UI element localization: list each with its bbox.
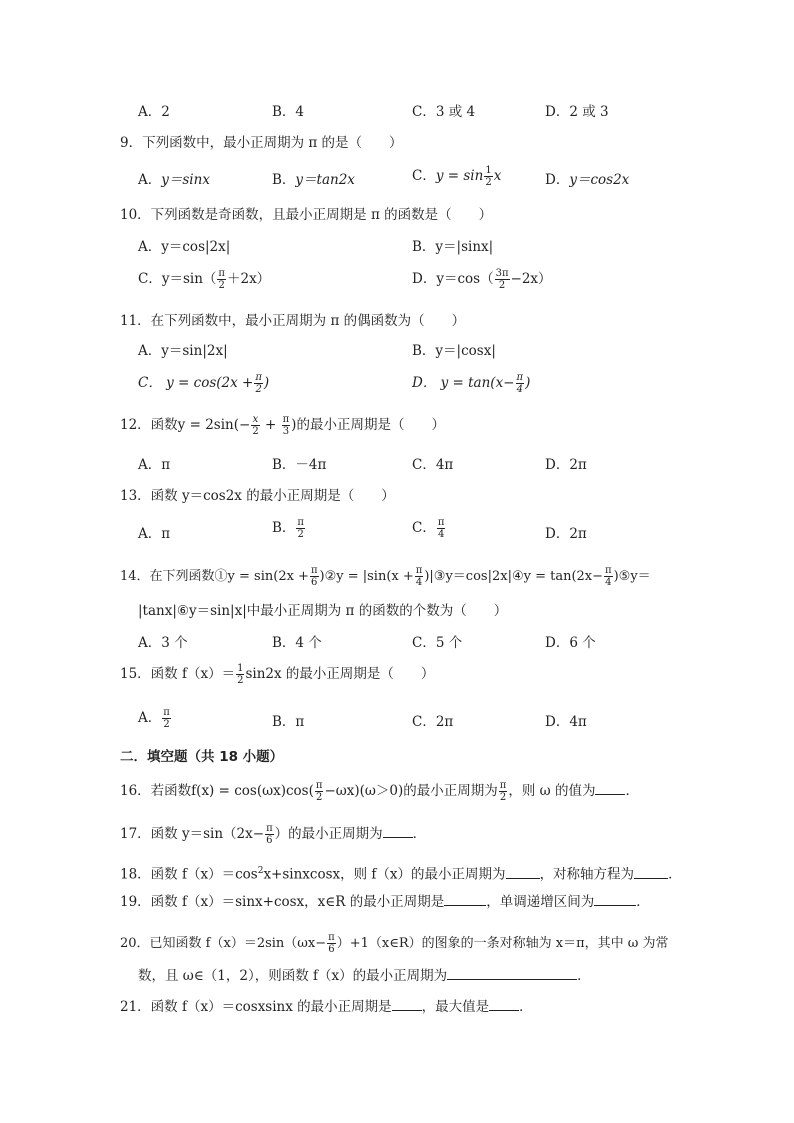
- q13-option-b: B． $\frac{\pi}{2}$: [272, 517, 304, 540]
- q8-option-a: A．2: [138, 104, 170, 120]
- q10-option-a: A．y＝cos|2x|: [138, 239, 231, 255]
- q20-stem-line1: 20．已知函数 f（x）＝2sin（ωx− $\frac{\pi}{6}$ ）+1（x∈R）的图象的一条对称轴为 x＝π，其中 ω 为常: [120, 932, 669, 955]
- fraction: $\frac{\pi}{4}$: [437, 517, 445, 540]
- q13-option-c: C． $\frac{\pi}{4}$: [412, 517, 445, 540]
- q15-option-c: C．2π: [412, 714, 454, 730]
- q13-stem: 13．函数 y＝cos2x 的最小正周期是（ ）: [120, 488, 395, 504]
- q10-option-b: B．y＝|sinx|: [412, 239, 494, 255]
- answer-blank[interactable]: [383, 825, 413, 838]
- q10-option-d: D．y＝cos（ $\frac{3\pi}{2}$ −2x）: [412, 268, 552, 291]
- q15-stem: 15．函数 f（x）＝ $\frac{1}{2}$ sin2x 的最小正周期是（ ）: [120, 663, 435, 686]
- q12-option-b: B．－4π: [272, 457, 327, 473]
- q9-stem: 9．下列函数中，最小正周期为 π 的是（ ）: [120, 135, 403, 151]
- answer-blank[interactable]: [634, 866, 668, 879]
- fraction: $\frac{\pi}{4}$: [605, 565, 612, 588]
- q8-option-b: B．4: [272, 104, 305, 120]
- q10-stem: 10．下列函数是奇函数，且最小正周期是 π 的函数是（ ）: [120, 207, 493, 223]
- q11-stem: 11．在下列函数中，最小正周期为 π 的偶函数为（ ）: [120, 313, 466, 329]
- q14-option-b: B．4 个: [272, 635, 322, 651]
- fraction: $\frac{1}{2}$: [237, 663, 244, 686]
- q9-option-c: C．y = sin $\frac{1}{2}$ x: [412, 165, 502, 188]
- q14-option-d: D．6 个: [545, 635, 596, 651]
- q12-option-d: D．2π: [545, 457, 587, 473]
- q11-option-b: B．y＝|cosx|: [412, 343, 496, 359]
- q12-option-a: A．π: [138, 457, 171, 473]
- fraction: $\frac{\pi}{2}$: [499, 780, 507, 803]
- fraction: $\frac{1}{2}$: [485, 165, 492, 188]
- fraction: $\frac{\pi}{3}$: [282, 414, 290, 437]
- answer-blank[interactable]: [447, 967, 577, 980]
- q12-option-c: C．4π: [412, 457, 454, 473]
- q10-option-c: C．y＝sin（ $\frac{\pi}{2}$ ＋2x）: [138, 268, 271, 291]
- answer-blank[interactable]: [392, 998, 422, 1011]
- q11-option-a: A．y＝sin|2x|: [138, 343, 228, 359]
- fraction: $\frac{\pi}{2}$: [255, 372, 262, 395]
- q14-option-c: C．5 个: [412, 635, 463, 651]
- q11-option-c: C． y = cos(2x + $\frac{\pi}{2}$ ): [138, 372, 270, 395]
- q13-option-a: A．π: [138, 526, 171, 542]
- q9-option-a: A．y＝sinx: [138, 172, 210, 188]
- fraction: $\frac{\pi}{6}$: [328, 932, 335, 955]
- answer-blank[interactable]: [444, 893, 486, 906]
- section-heading-fill-in: 二．填空题（共 18 小题）: [120, 749, 284, 765]
- q8-option-d: D．2 或 3: [545, 104, 609, 120]
- fraction: $\frac{\pi}{6}$: [266, 823, 273, 846]
- q13-option-d: D．2π: [545, 526, 587, 542]
- q9-option-b: B．y＝tan2x: [272, 172, 355, 188]
- fraction: $\frac{\pi}{2}$: [218, 268, 225, 291]
- fraction: $\frac{\pi}{2}$: [297, 517, 304, 540]
- q14-option-a: A．3 个: [138, 635, 188, 651]
- fraction: $\frac{x}{2}$: [252, 414, 259, 437]
- q11-option-d: D． y = tan(x− $\frac{\pi}{4}$ ): [412, 372, 531, 395]
- q14-stem-line2: |tanx|⑥y＝sin|x|中最小正周期为 π 的函数的个数为（ ）: [138, 603, 508, 619]
- fraction: $\frac{\pi}{6}$: [310, 565, 318, 588]
- answer-blank[interactable]: [594, 893, 636, 906]
- q16-stem: 16．若函数f(x) = cos(ωx)cos( $\frac{\pi}{2}$ −ωx)(ω＞0)的最小正周期为 $\frac{\pi}{2}$ ，则 ω 的值为 ．: [120, 780, 639, 803]
- q20-stem-line2: 数，且 ω∈（1，2），则函数 f（x）的最小正周期为 ．: [138, 968, 591, 984]
- q12-stem: 12．函数y = 2sin(− $\frac{x}{2}$ + $\frac{\pi}{3}$ )的最小正周期是（ ）: [120, 414, 445, 437]
- q8-option-c: C．3 或 4: [412, 104, 476, 120]
- q19-stem: 19．函数 f（x）＝sinx+cosx，x∈R 的最小正周期是 ，单调递增区间为 ．: [120, 894, 650, 910]
- fraction: $\frac{3\pi}{2}$: [495, 268, 509, 291]
- fraction: $\frac{\pi}{4}$: [415, 565, 423, 588]
- fraction: $\frac{\pi}{4}$: [516, 372, 524, 395]
- q15-option-b: B．π: [272, 714, 305, 730]
- q9-option-d: D．y＝cos2x: [545, 172, 630, 188]
- answer-blank[interactable]: [506, 866, 540, 879]
- fraction: $\frac{\pi}{2}$: [315, 780, 323, 803]
- q21-stem: 21．函数 f（x）＝cosxsinx 的最小正周期是 ，最大值是 ．: [120, 999, 533, 1015]
- q14-stem-line1: 14．在下列函数①y = sin(2x + $\frac{\pi}{6}$ )②y = |sin(x + $\frac{\pi}{4}$ )|③y＝cos|2x|④y = tan(2x− $\frac{\pi}{4}$ )⑤y＝: [120, 565, 651, 588]
- fraction: $\frac{\pi}{2}$: [163, 707, 170, 730]
- answer-blank[interactable]: [489, 998, 519, 1011]
- q18-stem: 18．函数 $f(x)=\cos^2x+sinxcosx$，则 f（x）的最小正周期为 ，对称轴方程为 ．: [120, 866, 682, 883]
- q15-option-a: A． $\frac{\pi}{2}$: [138, 707, 170, 730]
- q15-option-d: D．4π: [545, 714, 587, 730]
- q17-stem: 17．函数 y＝sin（2x− $\frac{\pi}{6}$ ）的最小正周期为 ．: [120, 823, 427, 846]
- answer-blank[interactable]: [595, 782, 625, 795]
